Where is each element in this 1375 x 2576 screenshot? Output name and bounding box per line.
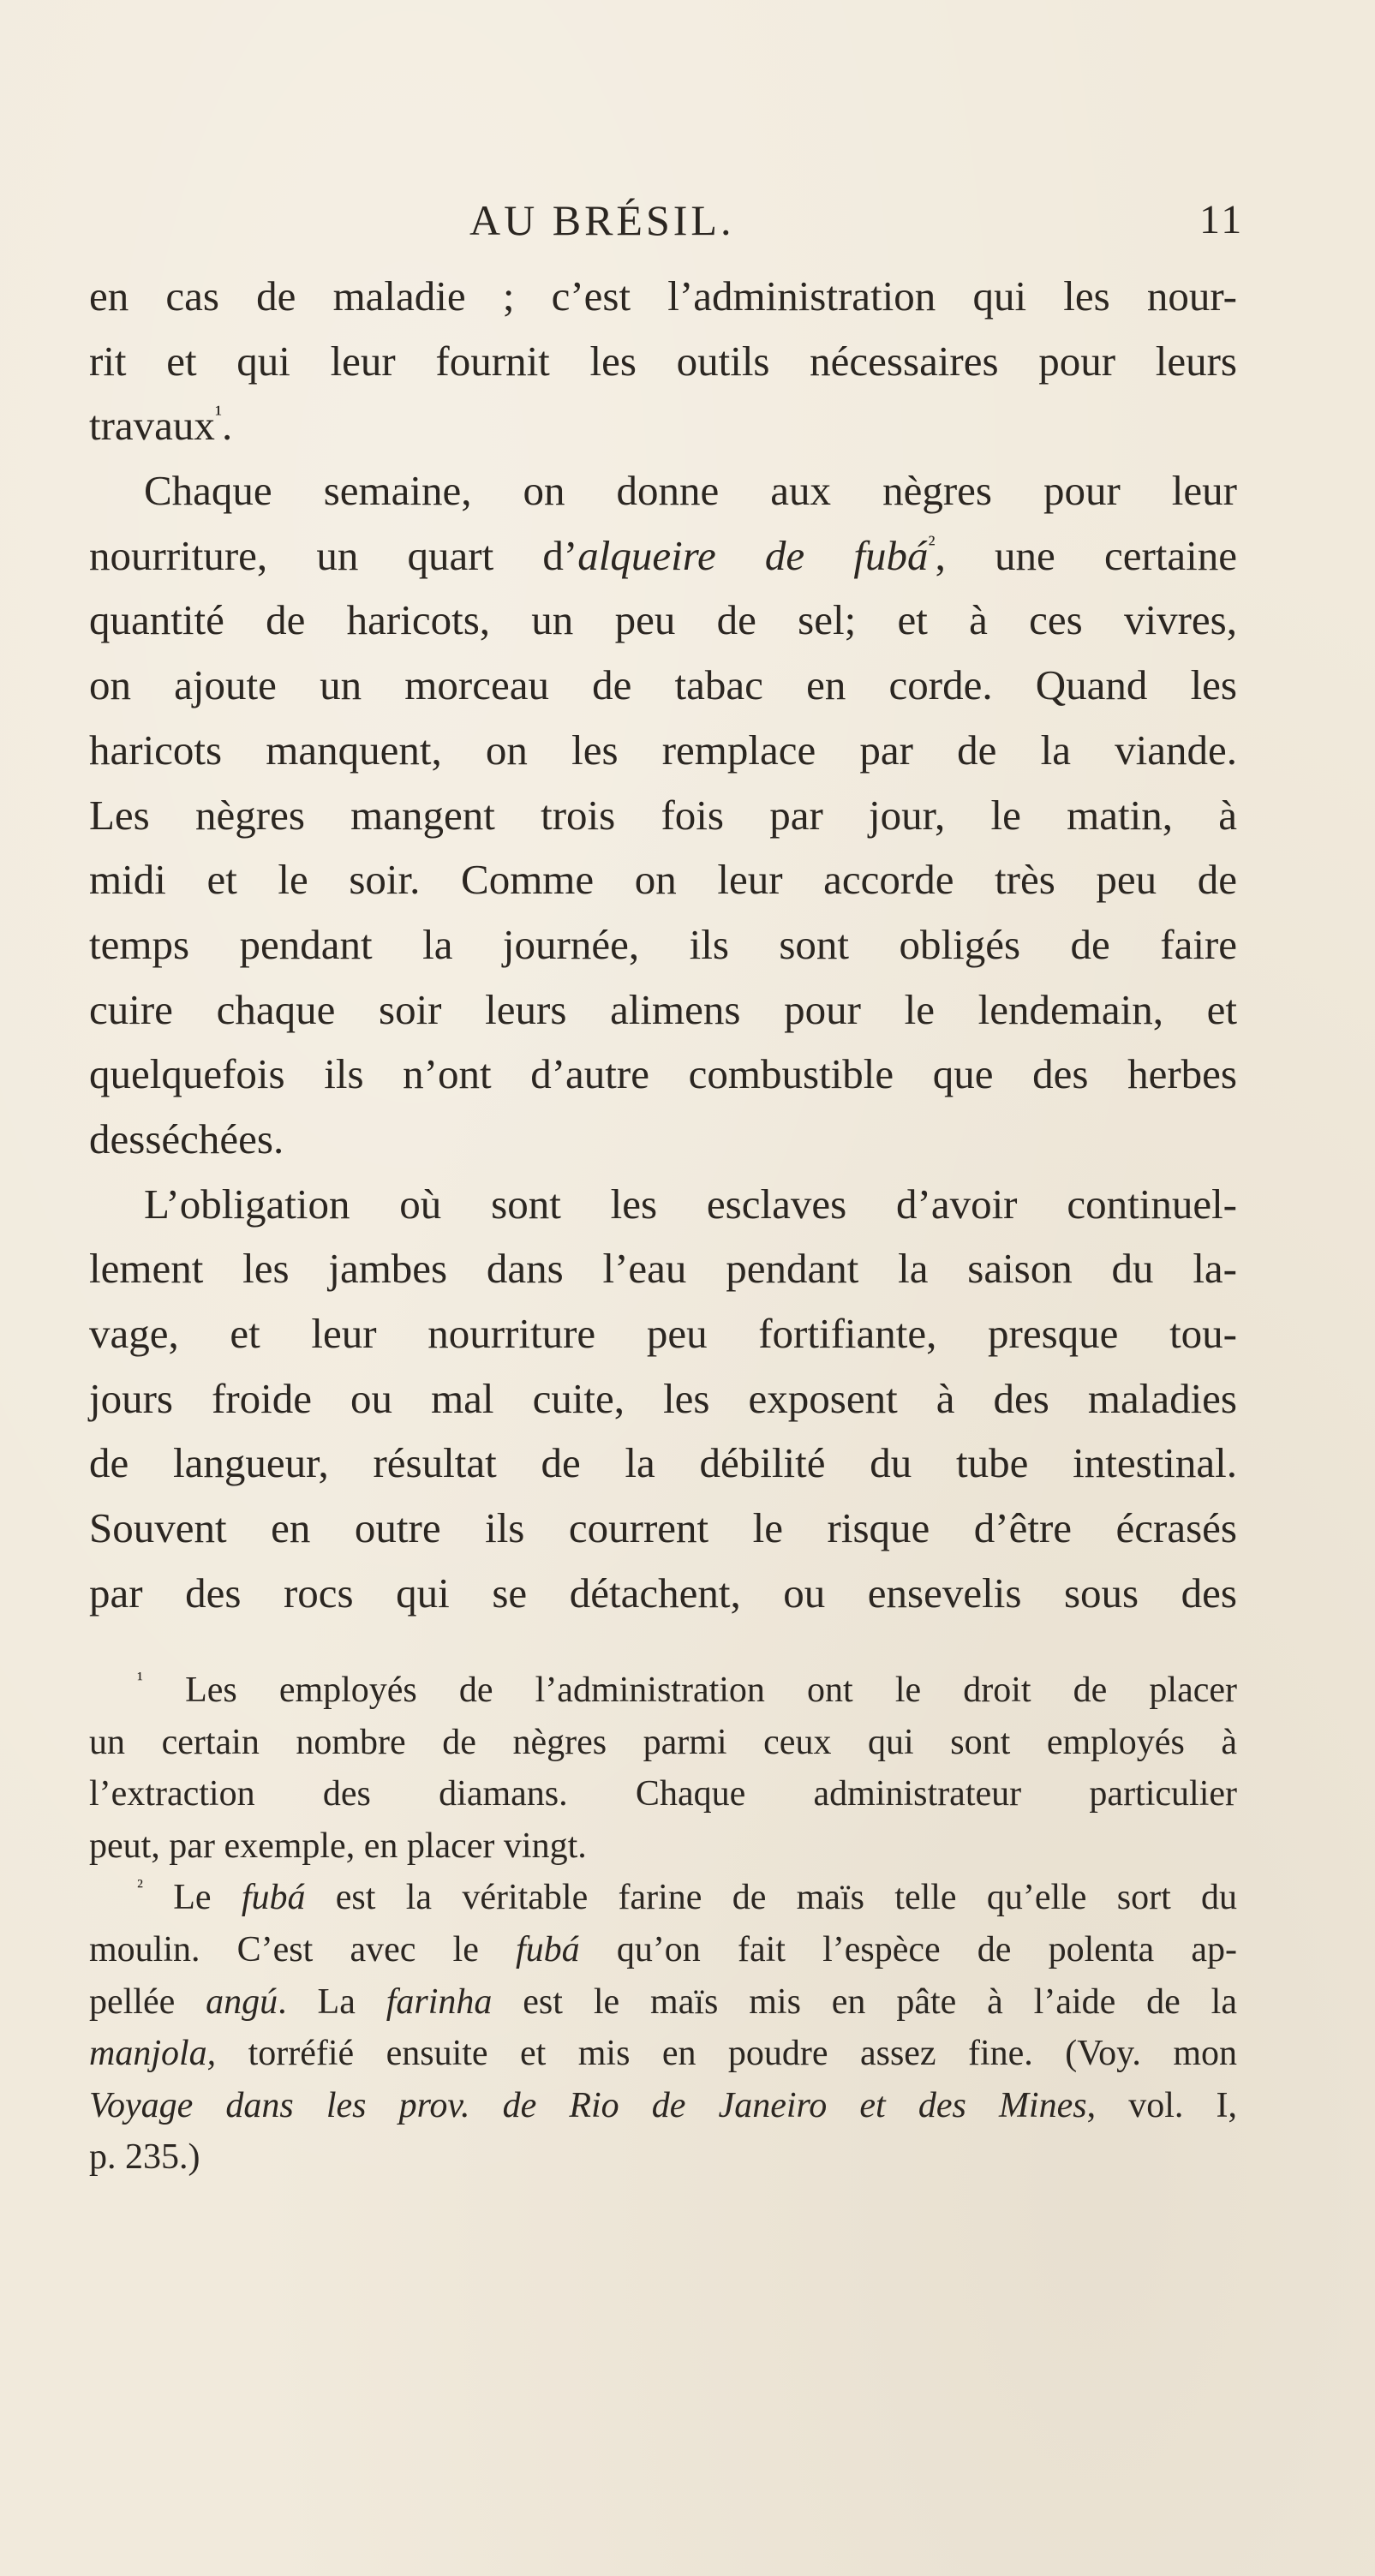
text-segment: , vol. I, [1086, 2085, 1237, 2125]
italic-term: farinha [386, 1981, 493, 2022]
footnote-line [89, 2028, 1237, 2080]
main-text [89, 264, 1237, 1625]
text-line: on ajoute un morceau de tabac en corde. Quand les [89, 661, 1237, 709]
text-line: Chaque semaine, on donne aux nègres pour leur [144, 467, 1237, 515]
text-segment: . [222, 402, 233, 450]
text-line: desséchées. [89, 1115, 284, 1162]
text-line: midi et le soir. Comme on leur accorde très peu de [89, 856, 1237, 904]
text-line: Les nègres mangent trois fois par jour, le matin, à [89, 791, 1237, 839]
footnote-line: l’extraction des diamans. Chaque administrateur particulier [89, 1774, 1237, 1814]
italic-term: angú [206, 1981, 278, 2022]
text-segment: , une certaine [935, 531, 1237, 579]
footnote-line: p. 235.) [89, 2137, 200, 2178]
text-segment: pellée [89, 1981, 206, 2022]
footnotes [89, 1665, 1237, 2184]
text-line: temps pendant la journée, ils sont obligés de faire [89, 920, 1237, 968]
running-head: AU BRÉSIL. [469, 196, 735, 244]
text-line: quantité de haricots, un peu de sel; et à ces vivres, [89, 596, 1237, 644]
text-segment: nourriture, un quart d’ [89, 531, 578, 579]
footnote-line: un certain nombre de nègres parmi ceux qui sont employés à [89, 1722, 1237, 1762]
footnote-line: peut, par exemple, en placer vingt. [89, 1826, 587, 1866]
footnote-line [89, 1976, 1237, 2029]
text-segment: moulin. C’est avec le [89, 1929, 516, 1969]
text-segment: Les employés de l’administration ont le droit de placer [185, 1671, 1238, 1710]
text-line: haricots manquent, on les remplace par de la viande. [89, 726, 1237, 774]
footnote-marker: ¹ [137, 1667, 143, 1690]
footnote-ref: ² [928, 530, 936, 557]
italic-term: fubá [241, 1878, 306, 1918]
footnote-line [89, 1665, 1237, 1717]
text-segment: qu’on fait l’espèce de polenta ap- [579, 1929, 1237, 1969]
footnote-marker: ² [137, 1874, 143, 1898]
italic-term: manjola, [89, 2034, 217, 2074]
text-segment: torréfié ensuite et mis en poudre assez fine. (Voy. mon [216, 2034, 1237, 2074]
text-line: vage, et leur nourriture peu fortifiante, presque tou- [89, 1310, 1237, 1357]
text-segment: est le maïs mis en pâte à l’aide de la [492, 1981, 1237, 2022]
footnote-line [89, 1924, 1237, 1976]
text-line: rit et qui leur fournit les outils nécessaires pour leurs [89, 337, 1237, 385]
text-line: lement les jambes dans l’eau pendant la saison du la- [89, 1245, 1237, 1293]
page-header [0, 190, 1375, 250]
text-line [89, 393, 1237, 458]
italic-term: Voyage dans les prov. de Rio de Janeiro et des Mines [89, 2085, 1087, 2125]
text-segment: est la véritable farine de maïs telle qu’elle sort du [305, 1878, 1238, 1918]
text-segment: Le [173, 1878, 242, 1918]
text-line: de langueur, résultat de la débilité du tube intestinal. [89, 1439, 1237, 1487]
footnote-line [89, 1872, 1237, 1924]
page-number: 11 [1199, 197, 1245, 242]
italic-term: fubá [516, 1929, 580, 1969]
footnote-line [89, 2080, 1237, 2132]
text-line: par des rocs qui se détachent, ou ensevelis sous des [89, 1569, 1237, 1617]
text-segment: . La [278, 1981, 386, 2022]
text-line: cuire chaque soir leurs alimens pour le lendemain, et [89, 985, 1237, 1033]
text-line: jours froide ou mal cuite, les exposent à des maladies [89, 1374, 1237, 1422]
text-line: Souvent en outre ils courrent le risque d’être écrasés [89, 1504, 1237, 1552]
text-line: L’obligation où sont les esclaves d’avoir continuel- [144, 1180, 1237, 1228]
footnote-ref: ¹ [214, 400, 223, 427]
text-line: quelquefois ils n’ont d’autre combustible que des herbes [89, 1050, 1237, 1098]
text-segment: travaux [89, 402, 215, 450]
italic-term: alqueire de fubá [577, 531, 929, 579]
text-line: en cas de maladie ; c’est l’administration qui les nour- [89, 272, 1237, 320]
text-line [89, 523, 1237, 589]
